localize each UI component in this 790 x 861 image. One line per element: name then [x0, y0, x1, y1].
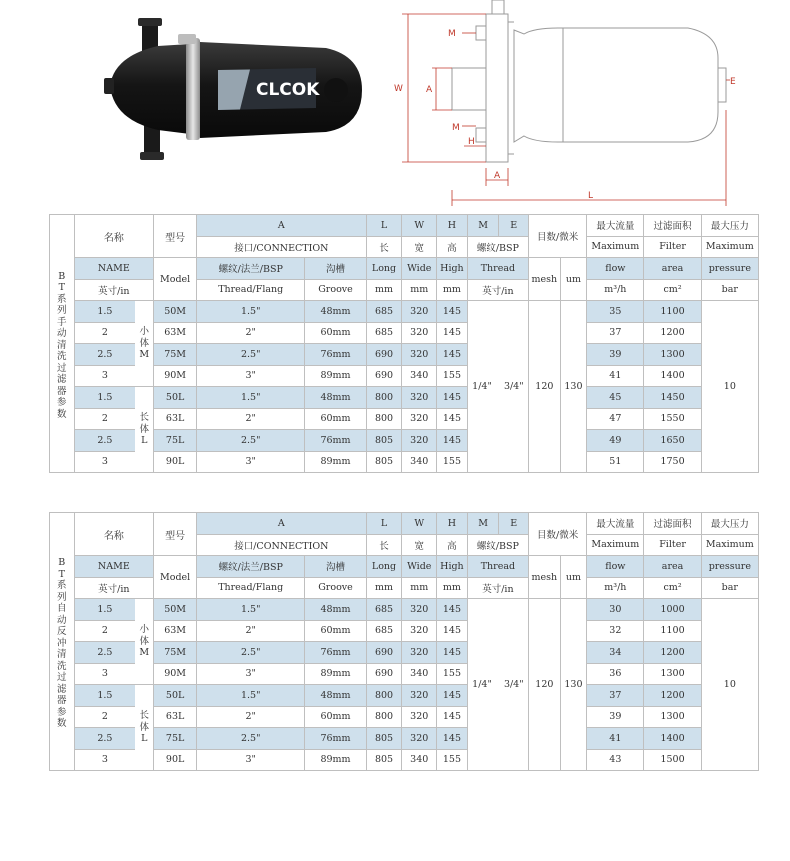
- cell-size: 1.5: [74, 387, 135, 409]
- header-filter-area-cn: 过滤面积: [644, 215, 701, 237]
- header-thread-bsp-cn: 螺纹/BSP: [467, 534, 528, 556]
- cell-flow: 34: [587, 642, 644, 664]
- cell-w: 320: [402, 408, 437, 430]
- table-row: [50, 408, 759, 430]
- cell-area: 1400: [644, 728, 701, 750]
- cell-groove: 60mm: [305, 408, 366, 430]
- table-row: [50, 365, 759, 387]
- cell-area: 1750: [644, 451, 701, 473]
- cell-area: 1000: [644, 599, 701, 621]
- cell-area: 1550: [644, 408, 701, 430]
- table-row: [50, 387, 759, 409]
- header-pressure: pressure: [701, 258, 758, 280]
- cell-groove: 76mm: [305, 642, 366, 664]
- cell-thread: 1.5": [197, 599, 305, 621]
- cell-model: 90M: [154, 365, 197, 387]
- header-um: um: [560, 556, 587, 599]
- cell-l: 805: [366, 728, 402, 750]
- cell-size: 1.5: [74, 301, 135, 323]
- header-mm: mm: [402, 279, 437, 301]
- cell-model: 63M: [154, 322, 197, 344]
- cell-h: 145: [437, 706, 468, 728]
- drawing-label-e: E: [730, 77, 736, 87]
- header-name-en: NAME: [74, 258, 154, 280]
- header-groove-cn: 沟槽: [305, 556, 366, 578]
- cell-l: 800: [366, 706, 402, 728]
- cell-groove: 89mm: [305, 365, 366, 387]
- header-groove-cn: 沟槽: [305, 258, 366, 280]
- cell-groove: 89mm: [305, 749, 366, 771]
- header-maximum: Maximum: [701, 534, 758, 556]
- cell-w: 320: [402, 430, 437, 452]
- cell-groove: 89mm: [305, 451, 366, 473]
- header-pressure: pressure: [701, 556, 758, 578]
- cell-thread: 2.5": [197, 642, 305, 664]
- cell-area: 1500: [644, 749, 701, 771]
- cell-h: 145: [437, 322, 468, 344]
- header-max-pressure-cn: 最大压力: [701, 215, 758, 237]
- drawing-label-m-top: M: [448, 29, 456, 39]
- cell-h: 145: [437, 408, 468, 430]
- header-a: A: [197, 513, 367, 535]
- cell-flow: 36: [587, 663, 644, 685]
- cell-pressure: 10: [701, 599, 758, 771]
- cell-flow: 45: [587, 387, 644, 409]
- header-m: M: [467, 513, 499, 535]
- cell-w: 320: [402, 599, 437, 621]
- header-thread-flang: Thread/Flang: [197, 577, 305, 599]
- cell-h: 145: [437, 642, 468, 664]
- header-thread-en: Thread: [467, 258, 528, 280]
- cell-model: 75M: [154, 642, 197, 664]
- header-wide-cn: 宽: [402, 236, 437, 258]
- header-long-cn: 长: [366, 534, 402, 556]
- header-h: H: [437, 215, 468, 237]
- small-body-label: 小体M: [135, 301, 153, 387]
- cell-area: 1100: [644, 620, 701, 642]
- header-thread-en: Thread: [467, 556, 528, 578]
- header-e: E: [499, 513, 529, 535]
- header-mm: mm: [366, 577, 402, 599]
- cell-model: 50M: [154, 301, 197, 323]
- cell-area: 1200: [644, 322, 701, 344]
- header-groove-en: Groove: [305, 279, 366, 301]
- header-high-en: High: [437, 556, 468, 578]
- cell-l: 800: [366, 387, 402, 409]
- cell-w: 340: [402, 451, 437, 473]
- cell-l: 690: [366, 642, 402, 664]
- cell-um: 130: [560, 599, 587, 771]
- table-row: [50, 642, 759, 664]
- header-l: L: [366, 215, 402, 237]
- cell-flow: 47: [587, 408, 644, 430]
- cell-groove: 60mm: [305, 322, 366, 344]
- header-groove-en: Groove: [305, 577, 366, 599]
- cell-model: 63L: [154, 408, 197, 430]
- cell-l: 805: [366, 451, 402, 473]
- cell-area: 1200: [644, 685, 701, 707]
- header-m: M: [467, 215, 499, 237]
- cell-groove: 48mm: [305, 599, 366, 621]
- cell-thread-m-e: 1/4" 3/4": [467, 599, 528, 771]
- header-long-en: Long: [366, 556, 402, 578]
- cell-l: 690: [366, 663, 402, 685]
- cell-l: 690: [366, 365, 402, 387]
- cell-area: 1300: [644, 706, 701, 728]
- cell-h: 145: [437, 620, 468, 642]
- cell-area: 1100: [644, 301, 701, 323]
- cell-size: 3: [74, 663, 135, 685]
- cell-area: 1300: [644, 663, 701, 685]
- cell-thread: 3": [197, 663, 305, 685]
- cell-size: 2: [74, 706, 135, 728]
- cell-h: 145: [437, 728, 468, 750]
- cell-model: 50M: [154, 599, 197, 621]
- header-thread-flang: Thread/Flang: [197, 279, 305, 301]
- cell-h: 145: [437, 685, 468, 707]
- drawing-label-l: L: [588, 191, 594, 201]
- header-h: H: [437, 513, 468, 535]
- header-bar: bar: [701, 279, 758, 301]
- cell-model: 90M: [154, 663, 197, 685]
- header-flow: flow: [587, 556, 644, 578]
- header-model-cn: 型号: [154, 215, 197, 258]
- cell-thread-m-e: 1/4" 3/4": [467, 301, 528, 473]
- header-model-en: Model: [154, 258, 197, 301]
- cell-flow: 35: [587, 301, 644, 323]
- cell-area: 1300: [644, 344, 701, 366]
- cell-model: 63M: [154, 620, 197, 642]
- dimension-drawing: [388, 0, 758, 208]
- cell-size: 2.5: [74, 344, 135, 366]
- cell-w: 320: [402, 387, 437, 409]
- drawing-label-h: H: [468, 137, 475, 147]
- cell-thread: 2": [197, 706, 305, 728]
- cell-size: 3: [74, 365, 135, 387]
- spec-table-automatic: [49, 512, 759, 771]
- cell-h: 155: [437, 451, 468, 473]
- header-connection: 接口/CONNECTION: [197, 236, 367, 258]
- cell-size: 2: [74, 322, 135, 344]
- header-mm: mm: [366, 279, 402, 301]
- cell-flow: 32: [587, 620, 644, 642]
- cell-thread: 2.5": [197, 430, 305, 452]
- cell-groove: 48mm: [305, 387, 366, 409]
- header-flow-unit: m³/h: [587, 279, 644, 301]
- cell-l: 805: [366, 749, 402, 771]
- cell-w: 320: [402, 685, 437, 707]
- cell-w: 320: [402, 322, 437, 344]
- cell-h: 155: [437, 365, 468, 387]
- header-wide-en: Wide: [402, 556, 437, 578]
- cell-w: 320: [402, 344, 437, 366]
- header-wide-cn: 宽: [402, 534, 437, 556]
- table-row: [50, 685, 759, 707]
- header-l: L: [366, 513, 402, 535]
- header-inch-cn: 英寸/in: [74, 279, 154, 301]
- header-bar: bar: [701, 577, 758, 599]
- table-row: [50, 451, 759, 473]
- cell-w: 320: [402, 301, 437, 323]
- header-e: E: [499, 215, 529, 237]
- header-filter: Filter: [644, 236, 701, 258]
- cell-h: 145: [437, 344, 468, 366]
- header-max-flow-cn: 最大流量: [587, 513, 644, 535]
- cell-h: 145: [437, 301, 468, 323]
- header-w: W: [402, 215, 437, 237]
- cell-thread: 2.5": [197, 344, 305, 366]
- header-flow: flow: [587, 258, 644, 280]
- cell-flow: 49: [587, 430, 644, 452]
- header-inch-cn-2: 英寸/in: [467, 279, 528, 301]
- drawing-label-a: A: [426, 85, 433, 95]
- cell-l: 685: [366, 599, 402, 621]
- header-name-cn: 名称: [74, 215, 154, 258]
- table-row: [50, 706, 759, 728]
- header-area: area: [644, 556, 701, 578]
- table-row: [50, 728, 759, 750]
- cell-model: 50L: [154, 685, 197, 707]
- large-body-label: 长体L: [135, 387, 153, 473]
- header-inch-cn-2: 英寸/in: [467, 577, 528, 599]
- header-name-cn: 名称: [74, 513, 154, 556]
- header-high-en: High: [437, 258, 468, 280]
- cell-size: 2.5: [74, 642, 135, 664]
- table-side-title: BT系列手动清洗过滤器参数: [50, 215, 75, 473]
- cell-groove: 89mm: [305, 663, 366, 685]
- table-row: [50, 749, 759, 771]
- header-max-pressure-cn: 最大压力: [701, 513, 758, 535]
- drawing-label-w: W: [394, 84, 403, 94]
- header-mesh: mesh: [529, 258, 561, 301]
- cell-l: 690: [366, 344, 402, 366]
- header-high-cn: 高: [437, 236, 468, 258]
- cell-flow: 37: [587, 322, 644, 344]
- cell-model: 75L: [154, 728, 197, 750]
- table-row: [50, 599, 759, 621]
- cell-mesh: 120: [529, 599, 561, 771]
- cell-w: 340: [402, 365, 437, 387]
- header-thread-flange-cn: 螺纹/法兰/BSP: [197, 258, 305, 280]
- header-high-cn: 高: [437, 534, 468, 556]
- cell-groove: 60mm: [305, 620, 366, 642]
- header-w: W: [402, 513, 437, 535]
- cell-groove: 76mm: [305, 430, 366, 452]
- header-thread-flange-cn: 螺纹/法兰/BSP: [197, 556, 305, 578]
- cell-thread: 3": [197, 451, 305, 473]
- cell-l: 685: [366, 322, 402, 344]
- cell-thread: 1.5": [197, 301, 305, 323]
- cell-groove: 48mm: [305, 301, 366, 323]
- header-max-flow-cn: 最大流量: [587, 215, 644, 237]
- cell-size: 3: [74, 749, 135, 771]
- cell-h: 155: [437, 663, 468, 685]
- cell-flow: 39: [587, 706, 644, 728]
- table-side-title: BT系列自动反冲清洗过滤器参数: [50, 513, 75, 771]
- header-connection: 接口/CONNECTION: [197, 534, 367, 556]
- header-model-cn: 型号: [154, 513, 197, 556]
- cell-um: 130: [560, 301, 587, 473]
- cell-flow: 39: [587, 344, 644, 366]
- header-thread-bsp-cn: 螺纹/BSP: [467, 236, 528, 258]
- cell-thread: 2": [197, 408, 305, 430]
- header-a: A: [197, 215, 367, 237]
- cell-flow: 37: [587, 685, 644, 707]
- cell-thread: 2": [197, 322, 305, 344]
- header-area: area: [644, 258, 701, 280]
- header-long-cn: 长: [366, 236, 402, 258]
- cell-groove: 76mm: [305, 344, 366, 366]
- header-mm: mm: [437, 577, 468, 599]
- header-um: um: [560, 258, 587, 301]
- cell-size: 2: [74, 408, 135, 430]
- cell-h: 155: [437, 749, 468, 771]
- table-row: [50, 663, 759, 685]
- cell-size: 2.5: [74, 728, 135, 750]
- brand-label: CLCOK: [256, 80, 320, 100]
- cell-area: 1450: [644, 387, 701, 409]
- cell-thread: 1.5": [197, 685, 305, 707]
- header-area-unit: cm²: [644, 577, 701, 599]
- cell-thread: 2.5": [197, 728, 305, 750]
- cell-groove: 60mm: [305, 706, 366, 728]
- cell-w: 320: [402, 620, 437, 642]
- cell-thread: 3": [197, 365, 305, 387]
- cell-model: 75M: [154, 344, 197, 366]
- cell-w: 340: [402, 663, 437, 685]
- cell-l: 685: [366, 620, 402, 642]
- cell-flow: 30: [587, 599, 644, 621]
- header-filter-area-cn: 过滤面积: [644, 513, 701, 535]
- cell-flow: 41: [587, 728, 644, 750]
- cell-l: 685: [366, 301, 402, 323]
- cell-h: 145: [437, 430, 468, 452]
- cell-w: 320: [402, 728, 437, 750]
- cell-thread: 2": [197, 620, 305, 642]
- cell-l: 800: [366, 685, 402, 707]
- cell-area: 1400: [644, 365, 701, 387]
- cell-flow: 43: [587, 749, 644, 771]
- header-maximum: Maximum: [587, 534, 644, 556]
- header-wide-en: Wide: [402, 258, 437, 280]
- cell-model: 90L: [154, 749, 197, 771]
- drawing-label-a-bottom: A: [494, 171, 501, 181]
- cell-thread: 3": [197, 749, 305, 771]
- cell-size: 2: [74, 620, 135, 642]
- cell-flow: 51: [587, 451, 644, 473]
- cell-groove: 76mm: [305, 728, 366, 750]
- cell-thread: 1.5": [197, 387, 305, 409]
- cell-w: 320: [402, 642, 437, 664]
- cell-model: 63L: [154, 706, 197, 728]
- spec-table-manual: [49, 214, 759, 473]
- header-name-en: NAME: [74, 556, 154, 578]
- header-maximum: Maximum: [701, 236, 758, 258]
- table-row: [50, 620, 759, 642]
- cell-pressure: 10: [701, 301, 758, 473]
- header-mesh-um-cn: 目数/微米: [529, 215, 587, 258]
- cell-size: 1.5: [74, 599, 135, 621]
- cell-size: 3: [74, 451, 135, 473]
- cell-groove: 48mm: [305, 685, 366, 707]
- large-body-label: 长体L: [135, 685, 153, 771]
- header-inch-cn: 英寸/in: [74, 577, 154, 599]
- cell-size: 2.5: [74, 430, 135, 452]
- small-body-label: 小体M: [135, 599, 153, 685]
- table-row: [50, 430, 759, 452]
- cell-flow: 41: [587, 365, 644, 387]
- cell-size: 1.5: [74, 685, 135, 707]
- cell-area: 1200: [644, 642, 701, 664]
- cell-h: 145: [437, 387, 468, 409]
- cell-l: 805: [366, 430, 402, 452]
- cell-mesh: 120: [529, 301, 561, 473]
- header-mesh-um-cn: 目数/微米: [529, 513, 587, 556]
- header-model-en: Model: [154, 556, 197, 599]
- filter-product-photo: [100, 8, 370, 168]
- header-mesh: mesh: [529, 556, 561, 599]
- cell-w: 340: [402, 749, 437, 771]
- cell-model: 75L: [154, 430, 197, 452]
- header-mm: mm: [437, 279, 468, 301]
- header-long-en: Long: [366, 258, 402, 280]
- cell-w: 320: [402, 706, 437, 728]
- header-flow-unit: m³/h: [587, 577, 644, 599]
- cell-h: 145: [437, 599, 468, 621]
- header-maximum: Maximum: [587, 236, 644, 258]
- cell-model: 90L: [154, 451, 197, 473]
- header-filter: Filter: [644, 534, 701, 556]
- header-mm: mm: [402, 577, 437, 599]
- cell-model: 50L: [154, 387, 197, 409]
- cell-area: 1650: [644, 430, 701, 452]
- table-row: [50, 344, 759, 366]
- cell-l: 800: [366, 408, 402, 430]
- table-row: [50, 322, 759, 344]
- header-area-unit: cm²: [644, 279, 701, 301]
- drawing-label-m-bottom: M: [452, 123, 460, 133]
- table-row: [50, 301, 759, 323]
